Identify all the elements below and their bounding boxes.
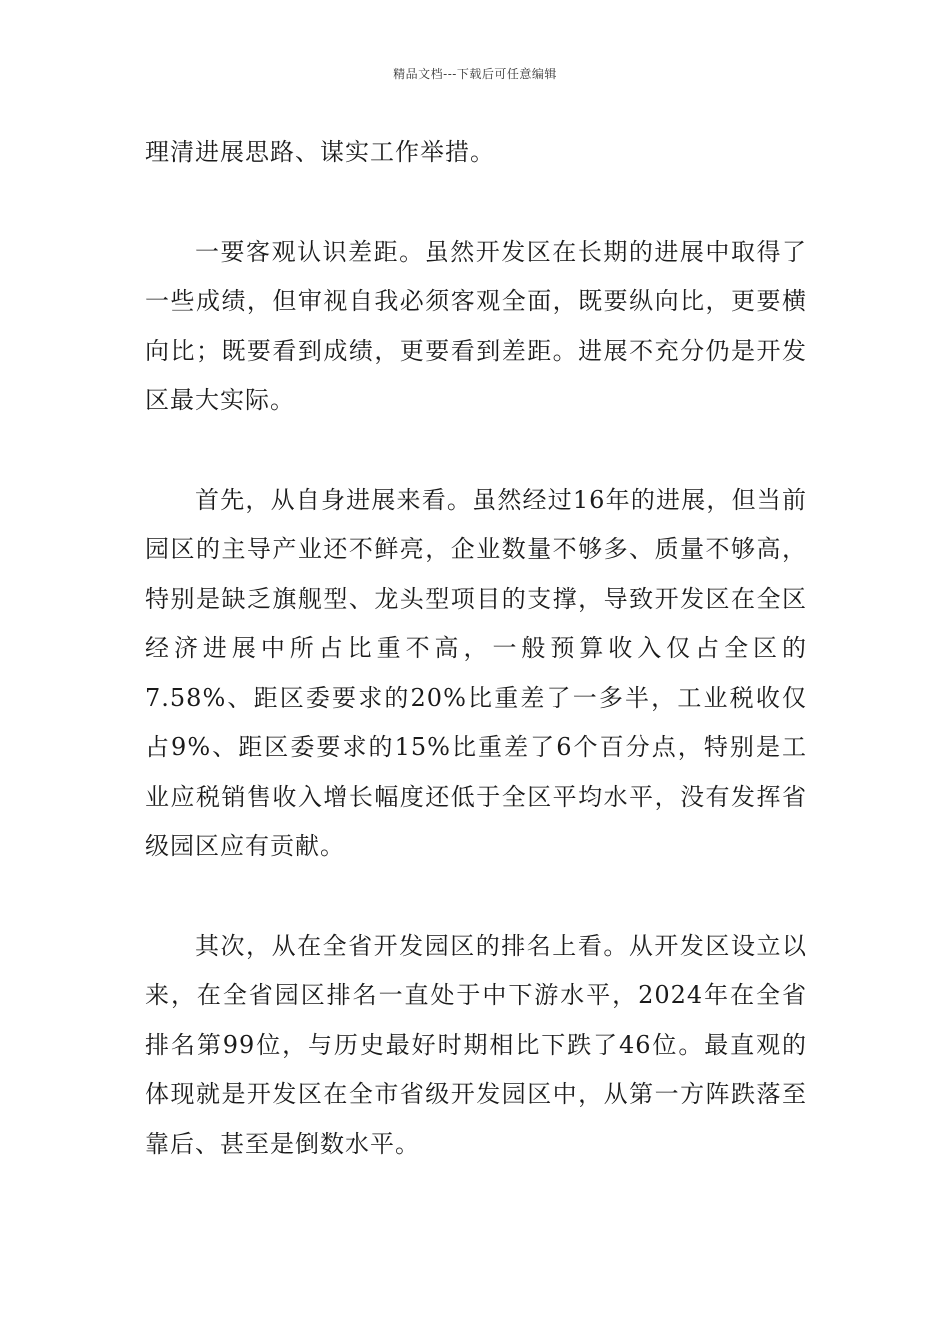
paragraph-provincial-ranking: 其次，从在全省开发园区的排名上看。从开发区设立以来，在全省园区排名一直处于中下游水平，2024年在全省排名第99位，与历史最好时期相比下跌了46位。最直观的体现就是开发区在全市省级开发园区中，从第一方阵跌落至靠后、甚至是倒数水平。 xyxy=(145,931,807,1158)
paragraph-gap xyxy=(145,426,807,476)
paragraph-gap xyxy=(145,178,807,228)
document-body xyxy=(145,128,807,1169)
page-header: 精品文档---下载后可任意编辑 xyxy=(393,67,557,81)
paragraph-objective-gap: 一要客观认识差距。虽然开发区在长期的进展中取得了一些成绩，但审视自我必须客观全面，既要纵向比，更要横向比；既要看到成绩，更要看到差距。进展不充分仍是开发区最大实际。 xyxy=(145,237,807,414)
paragraph-gap xyxy=(145,872,807,922)
paragraph-self-development: 首先，从自身进展来看。虽然经过16年的进展，但当前园区的主导产业还不鲜亮，企业数量不够多、质量不够高，特别是缺乏旗舰型、龙头型项目的支撑，导致开发区在全区经济进展中所占比重不高，一般预算收入仅占全区的7.58%、距区委要求的20%比重差了一多半，工业税收仅占9%、距区委要求的15%比重差了6个百分点，特别是工业应税销售收入增长幅度还低于全区平均水平，没有发挥省级园区应有贡献。 xyxy=(145,485,807,860)
paragraph-continuation: 理清进展思路、谋实工作举措。 xyxy=(145,138,495,166)
